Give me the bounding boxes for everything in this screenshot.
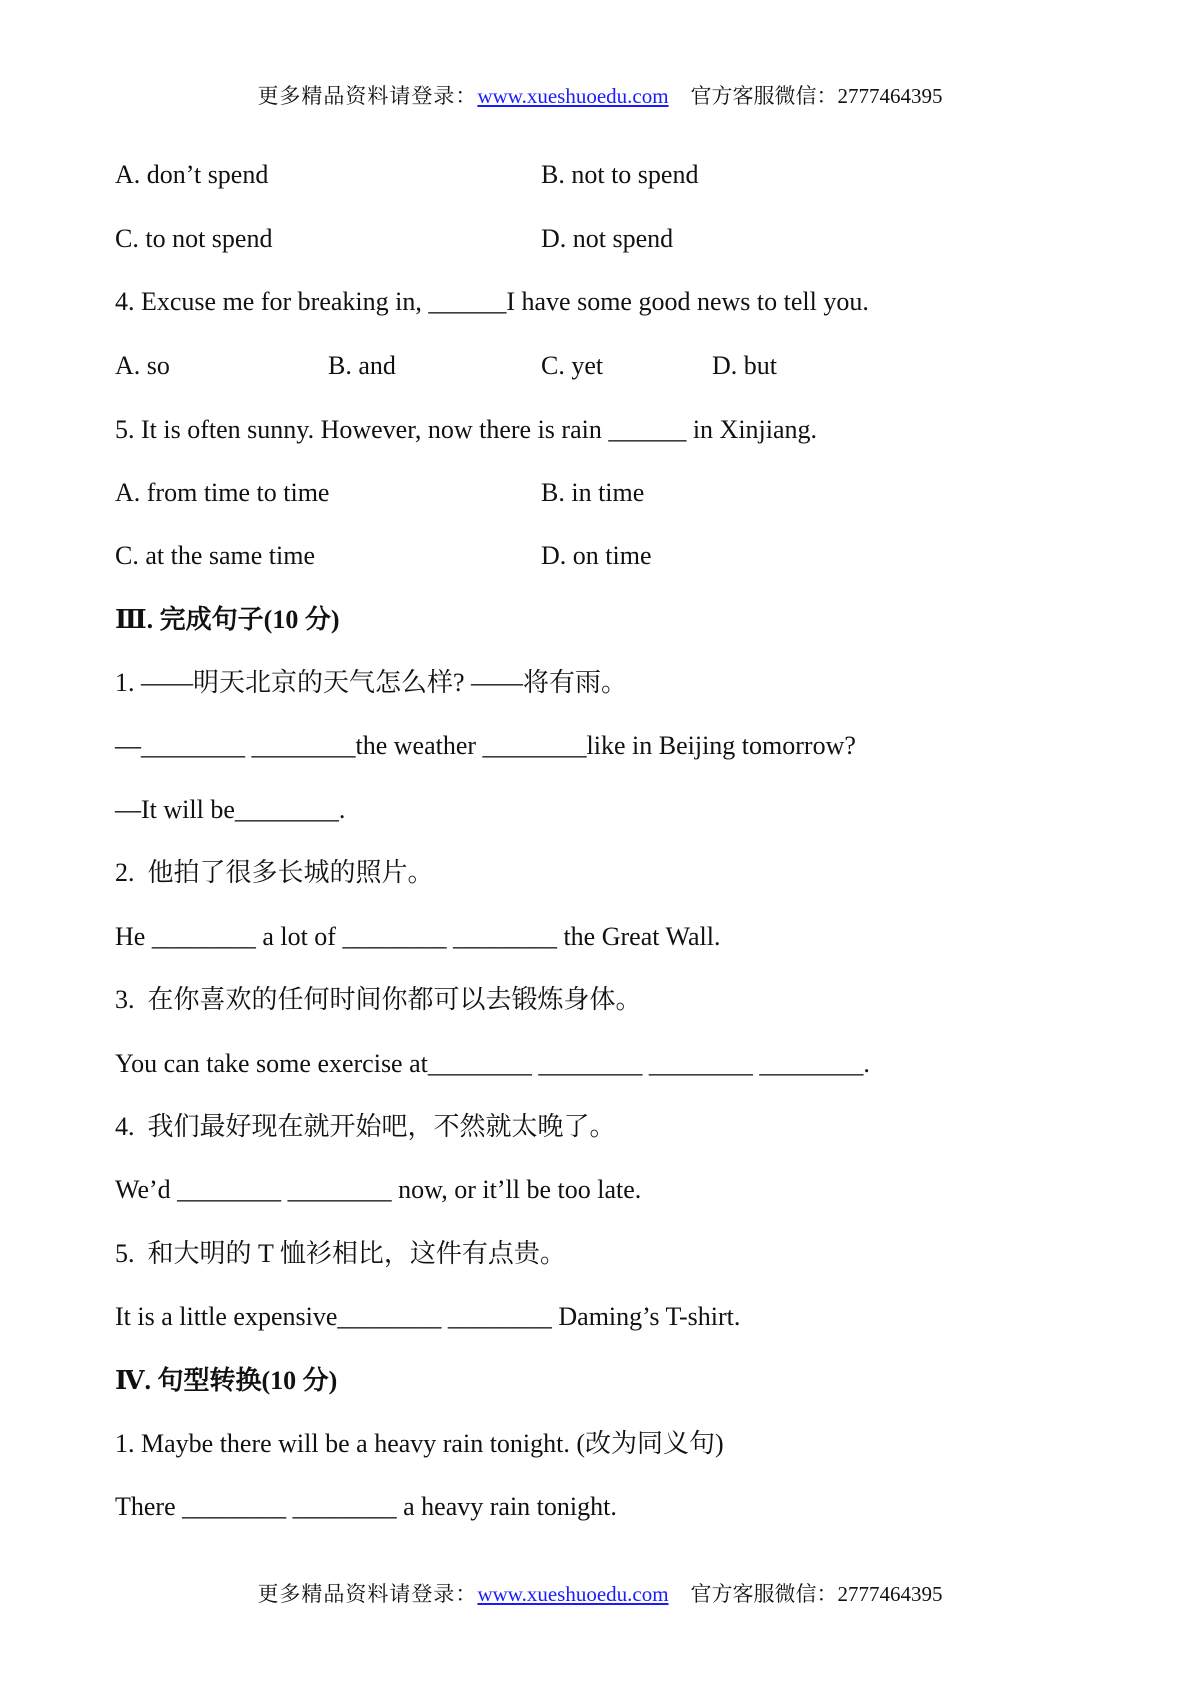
header-prefix: 更多精品资料请登录： — [257, 84, 478, 108]
s4-item1-en1: There ________ ________ a heavy rain tonight. — [115, 1492, 617, 1521]
q4-option-b: B. and — [328, 351, 396, 380]
q3-option-b: B. not to spend — [541, 160, 699, 189]
s3-item1-en1: —________ ________the weather ________like in Beijing tomorrow? — [115, 731, 856, 760]
q4-stem: 4. Excuse me for breaking in, ______I have some good news to tell you. — [115, 287, 869, 316]
header-link[interactable]: www.xueshuoedu.com — [477, 84, 669, 108]
section4-title: Ⅳ. 句型转换(10 分) — [115, 1366, 338, 1395]
q4-option-a: A. so — [115, 351, 170, 380]
q4-option-d: D. but — [712, 351, 777, 380]
s3-item4-en1: We’d ________ ________ now, or it’ll be too late. — [115, 1175, 642, 1204]
q4-option-c: C. yet — [541, 351, 604, 380]
q5-option-a: A. from time to time — [115, 478, 330, 507]
footer-service: 官方客服微信：2777464395 — [690, 1582, 943, 1606]
section3-title: Ⅲ. 完成句子(10 分) — [115, 605, 340, 634]
page-header — [0, 80, 1200, 110]
page-footer — [0, 1578, 1200, 1608]
q3-option-c: C. to not spend — [115, 224, 273, 253]
q5-option-b: B. in time — [541, 478, 645, 507]
s3-item5-en1: It is a little expensive________ ________ Daming’s T-shirt. — [115, 1302, 741, 1331]
s3-item3-en1: You can take some exercise at________ ________ ________ ________. — [115, 1049, 870, 1078]
q3-option-a: A. don’t spend — [115, 160, 269, 189]
s3-item4-cn: 4. 我们最好现在就开始吧，不然就太晚了。 — [115, 1112, 616, 1141]
s3-item2-en1: He ________ a lot of ________ ________ the Great Wall. — [115, 922, 721, 951]
q5-option-d: D. on time — [541, 541, 652, 570]
s3-item1-cn: 1. ——明天北京的天气怎么样? ——将有雨。 — [115, 668, 628, 697]
q3-option-d: D. not spend — [541, 224, 674, 253]
footer-prefix: 更多精品资料请登录： — [257, 1582, 478, 1606]
s3-item2-cn: 2. 他拍了很多长城的照片。 — [115, 858, 434, 887]
header-service: 官方客服微信：2777464395 — [690, 84, 943, 108]
s3-item1-en2: —It will be________. — [115, 795, 346, 824]
q5-option-c: C. at the same time — [115, 541, 316, 570]
s3-item5-cn: 5. 和大明的 T 恤衫相比，这件有点贵。 — [115, 1239, 566, 1268]
s4-item1-cn: 1. Maybe there will be a heavy rain tonight. (改为同义句) — [115, 1429, 724, 1458]
q5-stem: 5. It is often sunny. However, now there is rain ______ in Xinjiang. — [115, 415, 818, 444]
s3-item3-cn: 3. 在你喜欢的任何时间你都可以去锻炼身体。 — [115, 985, 642, 1014]
footer-link[interactable]: www.xueshuoedu.com — [477, 1582, 669, 1606]
